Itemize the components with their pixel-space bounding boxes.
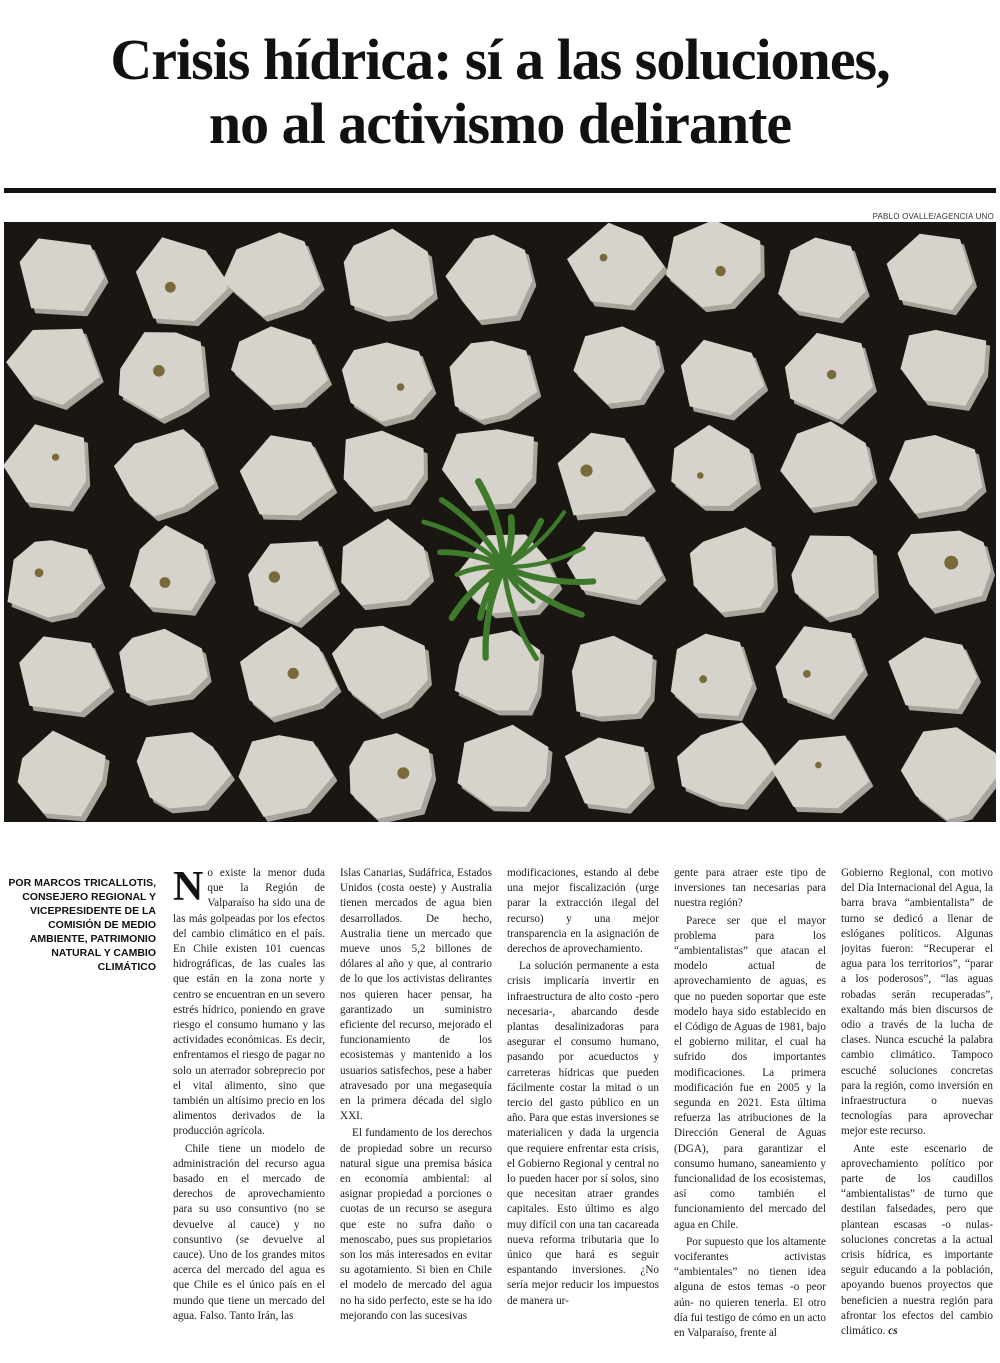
cracked-earth-illustration [4,222,996,822]
moss-patch [288,668,299,679]
article-paragraph: El fundamento de los derechos de propiedad sobre un recurso natural sigue una premisa básica en economía ambiental: al asignar propiedad a porciones o cuotas de un recurso se asegura que este no sufra daño o menoscabo, pues sus propietarios son los más interesados en evitar su agotamiento. Si bien en Chile el modelo de mercado del agua no ha sido perfecto, este se ha ido mejorando con las sucesivas [340,1127,492,1322]
headline-line-2: no al activismo delirante [208,91,792,156]
byline-author: POR MARCOS TRICALLOTIS, [8,877,156,889]
article-paragraph: modificaciones, estando al debe una mejor fiscalización (urge parar la extracción ilegal del recurso) y una mejor transparencia en la asignación de derechos de aprovechamiento. [507,867,659,956]
article-paragraph: Chile tiene un modelo de administración del recurso agua basado en el mercado de derechos de aprovechamiento para su uso consuntivo (no se devuelve al cauce) y no consuntivo (se devuelve al cauce). Uno de los grandes mitos acerca del mercado del agua es que Chile es el único país en el mundo que tiene un mercado del agua. Falso. Tanto Irán, las [173,1142,325,1322]
moss-patch [580,465,592,477]
article-paragraph: Parece ser que el mayor problema para los “ambientalistas” que atacan el modelo actual de aprovechamiento de aguas, es que no pueden soportar que este modelo haya sido establecido en el Código de Aguas de 1981, bajo el gobierno militar, el cual ha sufrido dos importantes modificaciones. La primera modificación fue en 2005 y la segunda en 2021. Esta última refuerza las atribuciones de la Dirección General de Aguas (DGA), para garantizar el consumo humano, saneamiento y funcionalidad de los ecosistemas, así como también el funcionamiento del mercado del agua en Chile. [674,914,826,1231]
moss-patch [699,675,707,683]
article-column-1 [173,866,325,1354]
cracked-earth-photo [4,222,996,822]
article-column-5 [841,866,993,1354]
article-paragraph [841,1142,993,1340]
headline [0,28,1000,156]
article-column-4 [674,866,826,1354]
paragraph-text: Ante este escenario de aprovechamiento político por parte de los caudillos “ambientalistas” de turno que destilan falsedades, pero que plantean escasas -o nulas- soluciones concretas a la actual crisis hídrica, es importante seguir educando a la población, apoyando buenos proyectos que beneficien a nuestra región para afrontar los efectos del cambio climático. [841,1142,993,1338]
article-paragraph: gente para atraer este tipo de inversiones tan necesarias para nuestra región? [674,867,826,910]
article-paragraph [173,866,325,1140]
photo-credit: PABLO OVALLE/AGENCIA UNO [872,212,994,221]
moss-patch [397,767,409,779]
headline-divider [4,188,996,193]
article-paragraph: Por supuesto que los altamente vociferantes activistas “ambientales” no tienen idea alguna de estos temas -o peor aún- no quieren tenerla. El otro día fui testigo de cómo en un acto en Valparaíso, frente al [674,1235,826,1340]
moss-patch [35,568,44,577]
moss-patch [165,282,176,293]
article-paragraph: La solución permanente a esta crisis implicaría invertir en infraestructura de alto costo -pero necesaria-, abarcando desde plantas desalinizadoras para asegurar el consumo humano, pasando por acueductos y carreteras hídricas que pueden fácilmente costar la mitad o un tercio del gasto público en un año. Para que estas inversiones se materialicen y dada la urgencia que requiere enfrentar esta crisis, el Gobierno Regional y central no lo pueden hacer por sí solos, sino que necesitan atraer grandes capitales. Esto último es algo muy difícil con una tan cacareada nueva reforma tributaria que lo único que hará es seguir espantando inversiones. ¿No sería mejor reducir los impuestos de manera ur- [507,960,659,1307]
moss-patch [160,577,171,588]
moss-patch [715,266,725,276]
byline [6,876,156,974]
article-paragraph: Islas Canarias, Sudáfrica, Estados Unidos (costa oeste) y Australia tienen mercados de agua bien desarrollados. De hecho, Australia tiene un mercado que mueve unos 5,2 billones de dólares al año y que, al contrario de lo que los activistas delirantes nos quieren hacer pensar, ha garantizado un suministro eficiente del recurso, mejorado el funcionamiento de los ecosistemas y mantenido a los usuarios satisfechos, pese a haber atravesado por una megasequía en la primera década del siglo XXI. [340,867,492,1123]
moss-patch [827,370,836,379]
moss-patch [697,472,704,479]
moss-patch [52,454,59,461]
moss-patch [803,670,811,678]
paragraph-text: o existe la menor duda que la Región de Valparaíso ha sido una de las más golpeadas por los efectos del cambio climático en el país. En Chile existen 101 cuencas hidrográficas, de las cuales las que están en la zona norte y centro se encuentran en un severo estrés hídrico, poniendo en grave riesgo el consumo humano y las actividades económicas. Es decir, enfrentamos el riesgo de pagar no solo un aterrador sobreprecio por el vital alimento, sino que también un altísimo precio en los alimentos derivados de la producción agrícola. [173,867,325,1138]
moss-patch [600,254,608,262]
headline-line-1: Crisis hídrica: sí a las soluciones, [110,27,890,92]
moss-patch [815,762,822,769]
moss-patch [153,365,165,377]
moss-patch [944,556,958,570]
end-mark: cs [888,1325,898,1338]
article-column-3 [507,866,659,1354]
article-paragraph: Gobierno Regional, con motivo del Día Internacional del Agua, la barra brava “ambientalista” de turno se dedicó a llenar de eslóganes políticos. Algunas joyitas fueron: “Recuperar el agua para los territorios”, “parar a los poderosos”, “las aguas robadas serán recuperadas”, exaltando más bien discursos de odio a través de la lucha de clases. Nunca escuché la palabra cambio climático. Tampoco escuché soluciones concretas para la región, como inversión en infraestructura o nuevas tecnologías para aprovechar mejor este recurso. [841,867,993,1138]
moss-patch [397,383,405,391]
article-column-2 [340,866,492,1354]
byline-role: CONSEJERO REGIONAL Y VICEPRESIDENTE DE LA COMISIÓN DE MEDIO AMBIENTE, PATRIMONIO NATURAL Y CAMBIO CLIMÁTICO [22,891,156,973]
moss-patch [269,571,280,582]
drop-cap: N [173,866,204,910]
